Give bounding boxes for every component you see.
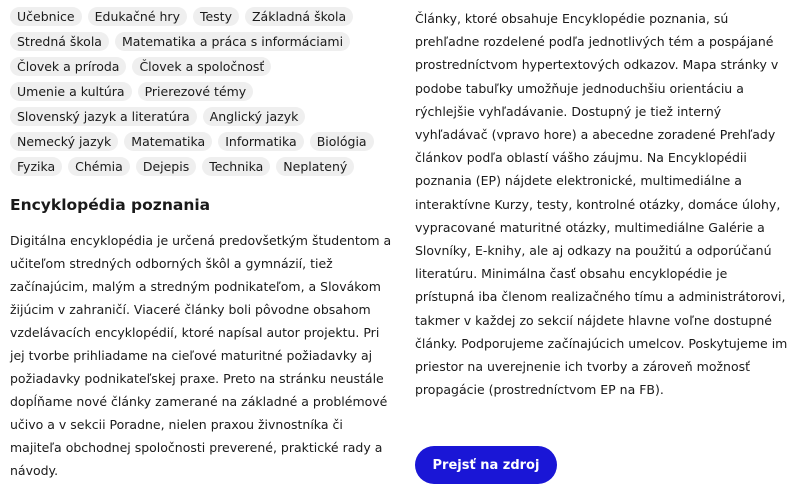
tag[interactable]: Učebnice — [10, 7, 82, 26]
tag[interactable]: Matematika — [124, 132, 212, 151]
tag[interactable]: Edukačné hry — [88, 7, 187, 26]
tag[interactable]: Základná škola — [245, 7, 353, 26]
tag[interactable]: Prierezové témy — [138, 82, 254, 101]
tag[interactable]: Slovenský jazyk a literatúra — [10, 107, 197, 126]
tag[interactable]: Anglický jazyk — [203, 107, 306, 126]
left-column — [10, 7, 395, 482]
tag[interactable]: Neplatený — [276, 157, 354, 176]
product-description: Články, ktoré obsahuje Encyklopédie poznania, sú prehľadne rozdelené podľa jednotlivých tém a pospájané prostredníctvom hypertextových odkazov. Mapa stránky v podobe tabuľky umožňuje jednoduchšiu orientáciu a rýchlejšie vyhľadávanie. Dostupný je tiež interný vyhľadávač (vpravo hore) a abecedne zoradené Prehľady článkov podľa oblastí vášho záujmu. Na Encyklopédii poznania (EP) nájdete elektronické, multimediálne a interaktívne Kurzy, testy, kontrolné otázky, domáce úlohy, vypracované maturitné otázky, multimediálne Galérie a Slovníky, E-knihy, ale aj odkazy na použitú a odporúčanú literatúru. Minimálna časť obsahu encyklopédie je prístupná iba členom realizačného tímu a administrátorovi, takmer v každej zo sekcií nájdete hlavne voľne dostupné články. Podporujeme začínajúcich umelcov. Poskytujeme im priestor na uverejnenie ich tvorby a zároveň možnosť propagácie (prostredníctvom EP na FB). — [415, 11, 788, 398]
tag[interactable]: Stredná škola — [10, 32, 109, 51]
product-lead-text: Digitálna encyklopédia je určená predovšetkým študentom a učiteľom stredných odborných škôl a gymnázií, tiež začínajúcim, malým a stredným podnikateľom, a Slovákom žijúcim v zahraničí. Viaceré články boli pôvodne obsahom vzdelávacích encyklopédií, ktoré napísal autor projektu. Pri jej tvorbe prihliadame na cieľové maturitné požiadavky aj požiadavky podnikateľskej praxe. Preto na stránku neustále dopĺňame nové články zamerané na základné a problémové učivo a v sekcii Poradne, nielen praxou živnostníka či majiteľa obchodnej spoločnosti preverené, praktické rady a návody. — [10, 233, 392, 478]
tag[interactable]: Informatika — [218, 132, 303, 151]
tag[interactable]: Človek a príroda — [10, 57, 126, 76]
tag[interactable]: Testy — [193, 7, 239, 26]
tag[interactable]: Dejepis — [136, 157, 196, 176]
tag[interactable]: Chémia — [68, 157, 130, 176]
tag[interactable]: Umenie a kultúra — [10, 82, 132, 101]
tag[interactable]: Technika — [202, 157, 270, 176]
product-title: Encyklopédia poznania — [10, 196, 211, 214]
go-to-source-button[interactable]: Prejsť na zdroj — [415, 446, 557, 484]
tag[interactable]: Človek a spoločnosť — [132, 57, 271, 76]
tag[interactable]: Fyzika — [10, 157, 62, 176]
tag[interactable]: Matematika a práca s informáciami — [115, 32, 350, 51]
right-column — [415, 7, 790, 401]
tag-list — [10, 7, 395, 176]
tag[interactable]: Nemecký jazyk — [10, 132, 118, 151]
tag[interactable]: Biológia — [310, 132, 374, 151]
